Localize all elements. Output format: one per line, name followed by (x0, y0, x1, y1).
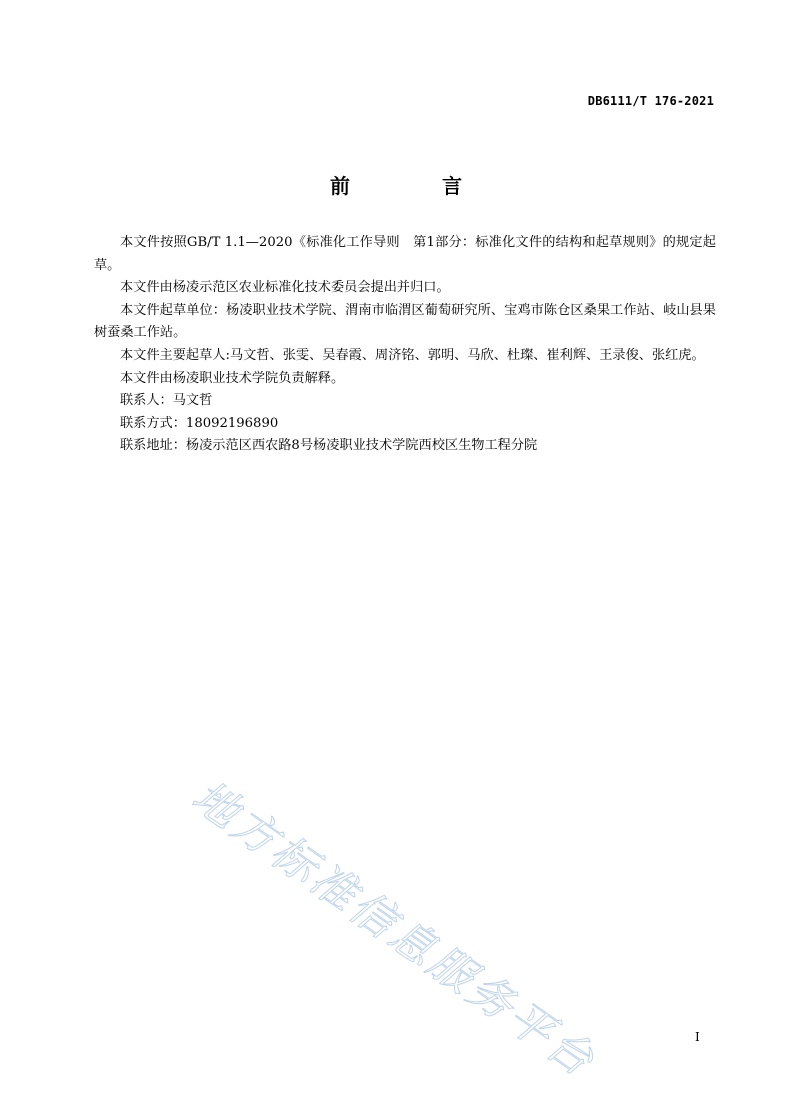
paragraph-contact-address: 联系地址：杨凌示范区西农路8号杨凌职业技术学院西校区生物工程分院 (120, 438, 538, 454)
paragraph-drafting-units: 本文件起草单位：杨凌职业技术学院、渭南市临渭区葡萄研究所、宝鸡市陈仓区桑果工作站、岐山县果树蚕桑工作站。 (94, 302, 716, 341)
page-title: 前 言 (330, 174, 498, 198)
paragraph-drafting-rules: 本文件按照GB/T 1.1—2020《标准化工作导则 第1部分：标准化文件的结构和起草规则》的规定起草。 (94, 235, 716, 273)
paragraph-proposer: 本文件由杨凌示范区农业标准化技术委员会提出并归口。 (120, 280, 450, 296)
paragraph-contact-phone: 联系方式：18092196890 (120, 415, 279, 431)
paragraph-main-drafters: 本文件主要起草人:马文哲、张雯、吴春霞、周济铭、郭明、马欣、杜璨、崔利辉、王录俊、张红虎。 (120, 347, 705, 363)
foreword-body (94, 232, 716, 458)
paragraph-contact-person: 联系人：马文哲 (120, 393, 213, 409)
paragraph-interpretation: 本文件由杨凌职业技术学院负责解释。 (120, 370, 345, 386)
page-number: I (695, 1030, 700, 1044)
document-code: DB6111/T 176-2021 (587, 94, 714, 108)
watermark: 地方标准信息服务平台 (182, 770, 606, 1088)
